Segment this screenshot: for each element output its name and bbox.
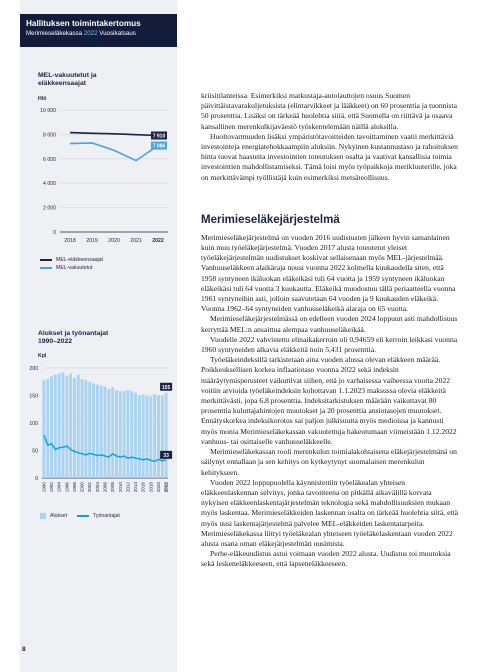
- x-tick-label: 2020: [155, 482, 161, 493]
- legend-item-alukset: [40, 512, 67, 520]
- x-tick-label: 2018: [64, 238, 76, 244]
- x-tick-label: 2019: [86, 238, 98, 244]
- x-tick-label: 2022: [152, 238, 164, 244]
- y-tick-label: 0: [35, 476, 38, 482]
- bar-alukset: [138, 396, 141, 479]
- chart1-legend: [40, 256, 103, 272]
- bar-alukset: [73, 378, 76, 478]
- x-tick-label: 2004: [94, 482, 100, 493]
- data-label: 7 086: [152, 143, 166, 150]
- header-org: Merimieseläkekassa: [26, 30, 83, 37]
- chart2-unit: Kpl: [38, 353, 47, 359]
- bar-alukset: [161, 396, 164, 479]
- bar-alukset: [165, 393, 168, 478]
- bar-alukset: [42, 380, 45, 478]
- bar-alukset: [126, 390, 129, 478]
- chart2-title-line2: 1990–2022: [38, 338, 73, 345]
- bar-alukset: [142, 394, 145, 478]
- x-tick-label: 2016: [140, 482, 146, 493]
- chart1-unit: Hlö: [38, 96, 47, 102]
- bar-alukset: [77, 375, 80, 478]
- legend-swatch: [40, 513, 46, 519]
- legend-item-elakkeensaajat: [40, 256, 103, 264]
- x-tick-label: 2000: [79, 482, 85, 493]
- paragraph: Työeläkeindeksillä tarkistetaan aina vuoden alussa olevan eläkkeen määrää. Poikkeuksellisen korkea inflaatiotaso vuonna 2022 sekä indeksin määräytymisperusteet vaikuttivat siihen, että jo varhaisessa vaiheessa vuotta 2022 voitiin arvioida työeläkeindeksin kohottavan 1.1.2023 maksussa olevia eläkkeitä merkittävästi, jopa 6,8 prosenttia. Indeksitarkistuksen määrään vaikuttavat 80 prosenttia kuluttajahintojen muutokset ja 20 prosenttia ansiotasojen muutokset. Ennätyskorkea indeksikorotus sai paljon julkisuutta myös medioissa ja kannusti myös monia Merimieseläkekassan vakuutettuja hakeutumaan viimeistään 1.12.2022 vanhuus- tai osittaiselle vanhuuseläkkeelle.: [201, 355, 457, 446]
- chart2-legend: [40, 512, 120, 520]
- legend-swatch: [40, 267, 52, 269]
- x-tick-label: 2018: [148, 482, 154, 493]
- series-line-elakkeensaajat: [70, 133, 158, 136]
- legend-item-vakuutetut: [40, 264, 103, 272]
- legend-label: MEL-vakuutetut: [56, 265, 93, 271]
- bar-alukset: [149, 397, 152, 478]
- bar-alukset: [123, 391, 126, 478]
- data-label: 155: [161, 384, 171, 391]
- x-tick-label: 1992: [49, 482, 55, 493]
- series-line-vakuutetut: [70, 143, 158, 161]
- x-tick-label: 2002: [87, 482, 93, 493]
- bar-alukset: [58, 374, 61, 479]
- chart1-line-chart: [20, 104, 177, 252]
- section-heading: Merimieseläkejärjestelmä: [201, 213, 340, 226]
- x-tick-label: 2008: [110, 482, 116, 493]
- paragraph: Vuodelle 2022 vahvistettu elinaikakerroin oli 0,94659 eli kerroin leikkasi vuonna 1960 syntyneiden alkavia eläkkeitä noin 5,431 prosenttia.: [201, 334, 458, 355]
- legend-swatch: [77, 515, 89, 517]
- header-title: Hallituksen toimintakertomus: [26, 19, 141, 28]
- paragraph: Vuoden 2022 loppupuolella käynnistettiin työeläkealan yhteisen eläkkeenlaskennan selvitys, jonka tavoitteena on pitkällä aikavälillä korvata nykyisen eläkkeenlaskentajärjestelmän teknologia sekä mahdollisuuksien mukaan myös laskentaa. Merimieseläkkeiden laskennan osalta on tärkeää huolehtia siitä, että myös uusi laskentajärjestelmä palvelee MEL-eläkkeiden laskentatarpeita. Merimieseläkekassa liittyi työeläkealan yhteiseen työeläkelaskentaan vuoden 2022 alusta osana oman eläkejärjestelmän uusimista.: [201, 477, 459, 548]
- chart1-title: [38, 72, 97, 88]
- y-tick-label: 200: [29, 366, 38, 372]
- legend-label: Alukset: [50, 513, 68, 519]
- header-year: 2022: [83, 30, 98, 37]
- paragraph: kriisitilanteissa. Esimerkiksi matkustaja-autolauttojen osuus Suomen päivittäistavarakuljetuksista (elintarvikkeet ja lääkkeet) on 60 prosenttia ja tuonnista 50 prosenttia. Lisäksi on tärkeää huolehtia siitä, että Suomella on riittävä ja osaava kansallinen merenkulkijaväestö työskentelemään näillä aluksilla.: [201, 91, 457, 131]
- paragraph: Perhe-eläkeuudistus astui voimaan vuoden 2022 alusta. Uudistus toi muutoksia sekä leskeneläkkeeseen, että lapseneläkkeeseen.: [201, 549, 451, 569]
- bar-alukset: [153, 394, 156, 478]
- y-tick-label: 150: [29, 393, 38, 400]
- bar-alukset: [157, 396, 160, 479]
- paragraph: Merimieseläkejärjestelmä on vuoden 2016 uudistusten jälkeen hyvin samanlainen kuin muu työeläkejärjestelmä. Vuoden 2017 alusta toteutetut yleiset työeläkejärjestelmän uudistukset koskivat sellaisenaan myös MEL-järjestelmää. Vanhuuseläkkeen alaikäraja nousi vuonna 2022 kolmella kuukaudella siten, että 1958 syntyneen ikäluokan eläkeikäsi tuli 64 vuotta ja 1959 syntyneen ikäluokan eläkeikäsi tuli 64 vuotta 3 kuukautta. Eläkeikä muodostuu tällä periaatteella vuonna 1961 syntyneihin asti, jolloin saavutetaan 64 vuoden ja 9 kuukauden eläkeikä. Vuonna 1962–64 syntyneiden vanhuuseläkeikä alaraja on 65 vuotta.: [201, 232, 456, 314]
- x-tick-label: 1990: [41, 482, 47, 493]
- data-label: 7 910: [152, 133, 166, 140]
- header-subtitle: [26, 29, 171, 38]
- bar-alukset: [65, 376, 68, 478]
- report-header: [20, 14, 177, 47]
- chart1-title-line2: eläkkeensaajat: [38, 80, 86, 87]
- x-tick-label: 1994: [56, 482, 62, 493]
- bar-alukset: [134, 393, 137, 478]
- chart1-title-line1: MEL-vakuutetut ja: [38, 72, 97, 79]
- bar-alukset: [146, 396, 149, 479]
- bar-alukset: [130, 391, 133, 478]
- x-tick-label: 2022: [163, 482, 169, 493]
- bar-alukset: [92, 383, 95, 478]
- x-tick-label: 1996: [64, 482, 70, 493]
- page-number: 8: [22, 646, 26, 653]
- bar-alukset: [62, 372, 65, 478]
- bar-alukset: [104, 387, 107, 478]
- paragraph: Merimieseläkekassan rooli merenkulun toimialakohtaisena eläkejärjestelmänä on säilynyt ennallaan ja sen kehitys on kytkeytynyt suomalaisen merenkulun kehitykseen.: [201, 447, 457, 477]
- main-text-column: [201, 91, 459, 570]
- bar-alukset: [107, 389, 110, 478]
- bar-alukset: [54, 375, 57, 478]
- x-tick-label: 2020: [108, 238, 120, 244]
- y-tick-label: 0: [53, 230, 56, 236]
- legend-label: Työnantajat: [93, 513, 120, 519]
- legend-label: MEL-eläkkeensaajat: [56, 257, 104, 263]
- chart2-title: [38, 330, 108, 346]
- bar-alukset: [81, 379, 84, 478]
- x-tick-label: 1998: [71, 482, 77, 493]
- paragraph: Huoltovarmuuden lisäksi ympäristötavoitteiden tavoittaminen vaatii merkittäviä investointeja energiatehokkaampiin aluksiin. Nykyinen kustannustaso ja rahoituksen hinta tuovat haasteita investointien toteutuksen osalta ja vaativat kansallisia toimia investointien mahdollistamiseksi. Tämä loisi myös työpaikkoja merikluuterille, joka on merkittävämpi työllistäjä kuin esimerkiksi metsäteollisuus.: [201, 131, 458, 182]
- x-tick-label: 2021: [130, 238, 142, 244]
- bar-alukset: [84, 380, 87, 478]
- y-tick-label: 50: [32, 448, 38, 455]
- bar-alukset: [115, 390, 118, 478]
- y-tick-label: 10 000: [40, 108, 56, 114]
- y-tick-label: 4 000: [43, 181, 56, 188]
- legend-swatch: [40, 259, 52, 261]
- bar-alukset: [96, 385, 99, 479]
- legend-item-tyonantajat: [77, 512, 120, 520]
- chart2-bar-chart: [20, 360, 177, 510]
- x-tick-label: 2012: [125, 482, 131, 493]
- bar-alukset: [111, 387, 114, 478]
- bar-alukset: [69, 374, 72, 479]
- bar-alukset: [50, 376, 53, 478]
- bar-alukset: [88, 382, 91, 478]
- paragraph: Merimieseläkejärjestelmässä on edelleen vuoden 2024 loppuun asti mahdollisuus kerryttää MEL:n ansaittua alempaa vanhuuseläkeikää.: [201, 314, 458, 334]
- y-tick-label: 100: [29, 421, 38, 427]
- y-tick-label: 6 000: [43, 156, 56, 163]
- header-report: Vuosikatsaus: [99, 30, 136, 37]
- y-tick-label: 8 000: [43, 132, 56, 139]
- bar-alukset: [100, 386, 103, 478]
- x-tick-label: 2014: [133, 482, 139, 493]
- data-label: 33: [163, 452, 169, 459]
- bar-alukset: [46, 379, 49, 478]
- x-tick-label: 2006: [102, 482, 108, 493]
- bar-alukset: [119, 391, 122, 478]
- x-tick-label: 2010: [117, 482, 123, 493]
- y-tick-label: 2 000: [43, 205, 56, 212]
- chart2-title-line1: Alukset ja työnantajat: [38, 330, 109, 337]
